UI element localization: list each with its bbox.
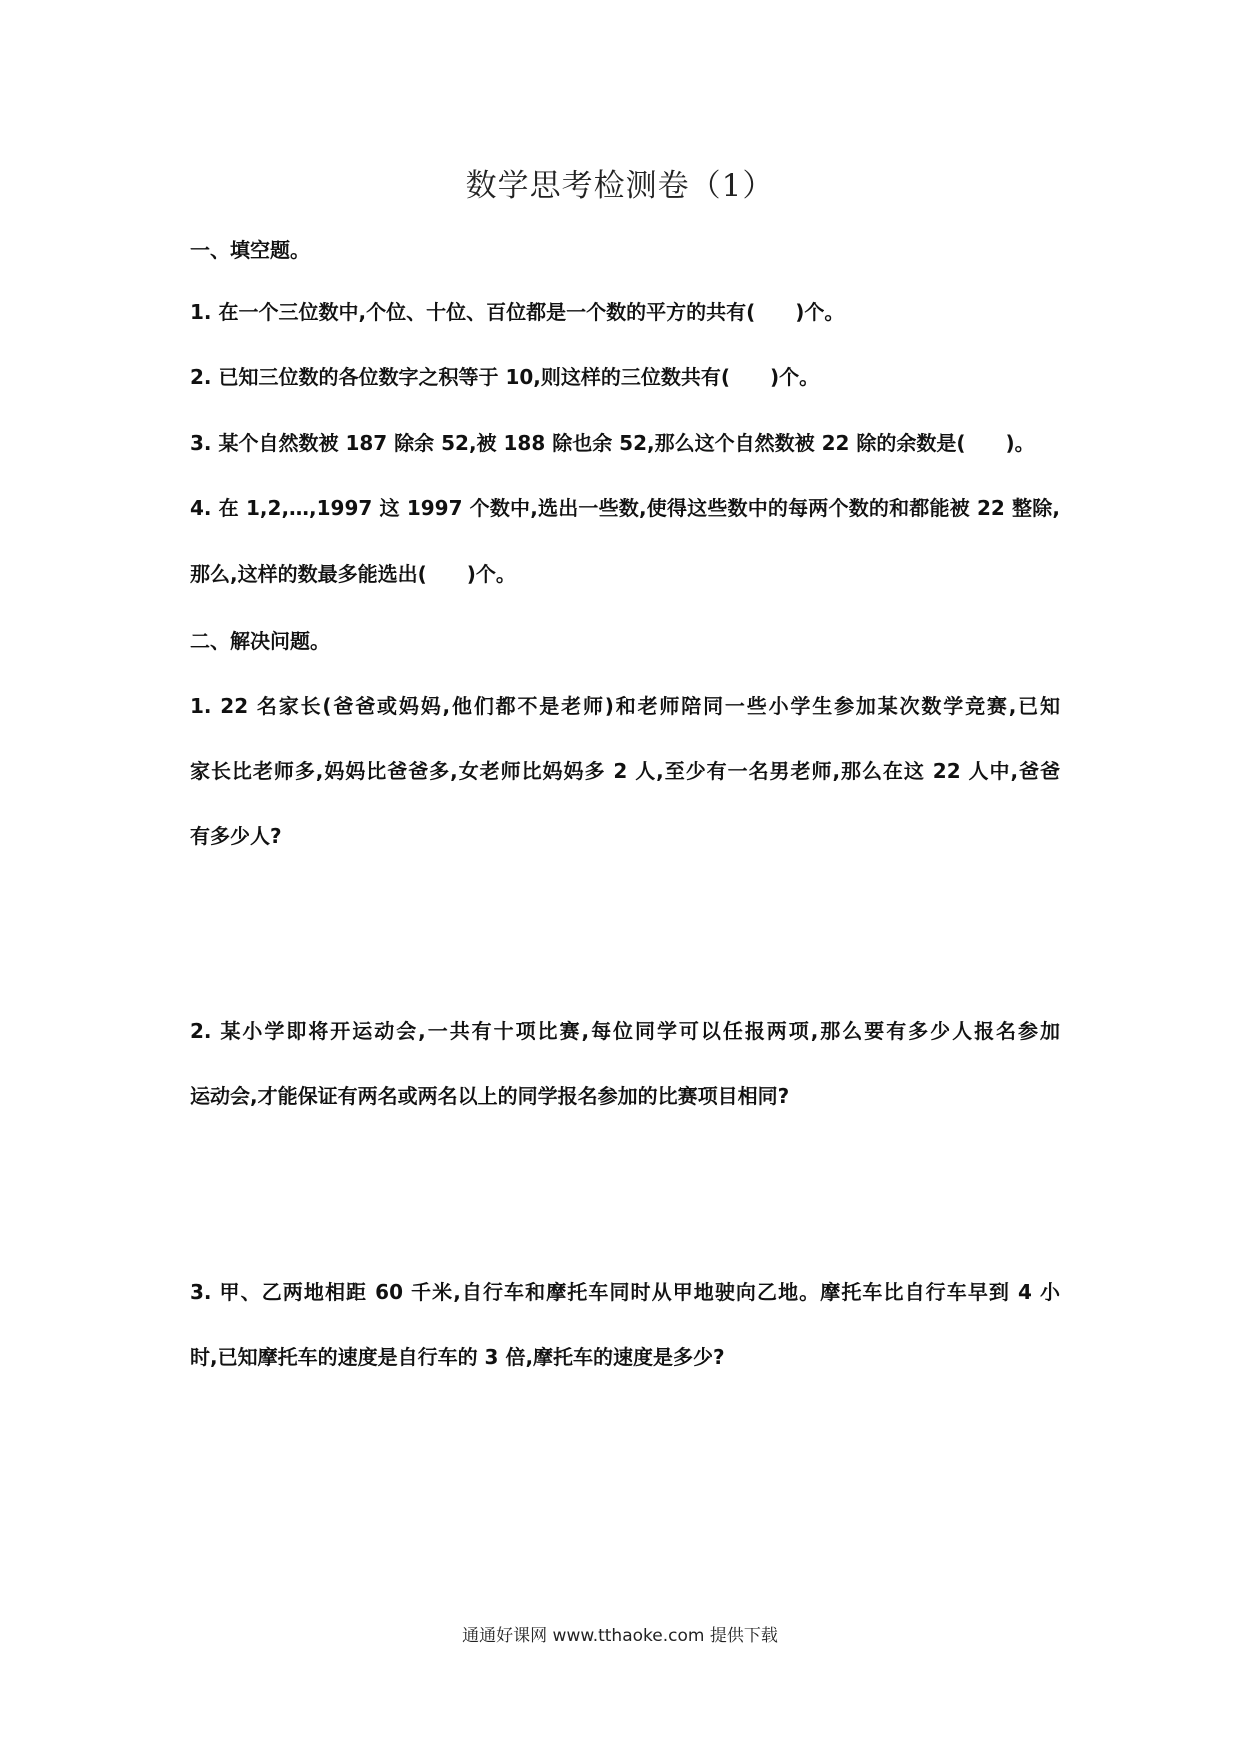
problem-1-line-3: 有多少人? xyxy=(190,824,282,848)
fill-blank-question-3: 3. 某个自然数被 187 除余 52,被 188 除也余 52,那么这个自然数被 22 除的余数是( )。 xyxy=(190,431,1035,455)
section-heading-problems: 二、解决问题。 xyxy=(190,629,330,653)
fill-blank-question-4-line-2: 那么,这样的数最多能选出( )个。 xyxy=(190,562,516,586)
problem-1-line-2: 家长比老师多,妈妈比爸爸多,女老师比妈妈多 2 人,至少有一名男老师,那么在这 22 人中,爸爸 xyxy=(190,759,1060,783)
fill-blank-question-4-line-1: 4. 在 1,2,…,1997 这 1997 个数中,选出一些数,使得这些数中的每两个数的和都能被 22 整除, xyxy=(190,496,1060,520)
problem-3-line-2: 时,已知摩托车的速度是自行车的 3 倍,摩托车的速度是多少? xyxy=(190,1345,725,1369)
problem-2-line-1: 2. 某小学即将开运动会,一共有十项比赛,每位同学可以任报两项,那么要有多少人报名参加 xyxy=(190,1019,1060,1043)
page-title: 数学思考检测卷（1） xyxy=(465,168,775,204)
problem-3-line-1: 3. 甲、乙两地相距 60 千米,自行车和摩托车同时从甲地驶向乙地。摩托车比自行车早到 4 小 xyxy=(190,1280,1060,1304)
fill-blank-question-1: 1. 在一个三位数中,个位、十位、百位都是一个数的平方的共有( )个。 xyxy=(190,300,845,324)
footer-source: 通通好课网 www.tthaoke.com 提供下载 xyxy=(462,1626,778,1646)
problem-1-line-1: 1. 22 名家长(爸爸或妈妈,他们都不是老师)和老师陪同一些小学生参加某次数学竞赛,已知 xyxy=(190,694,1060,718)
section-heading-fill-blank: 一、填空题。 xyxy=(190,238,310,262)
problem-2-line-2: 运动会,才能保证有两名或两名以上的同学报名参加的比赛项目相同? xyxy=(190,1084,790,1108)
fill-blank-question-2: 2. 已知三位数的各位数字之积等于 10,则这样的三位数共有( )个。 xyxy=(190,365,820,389)
